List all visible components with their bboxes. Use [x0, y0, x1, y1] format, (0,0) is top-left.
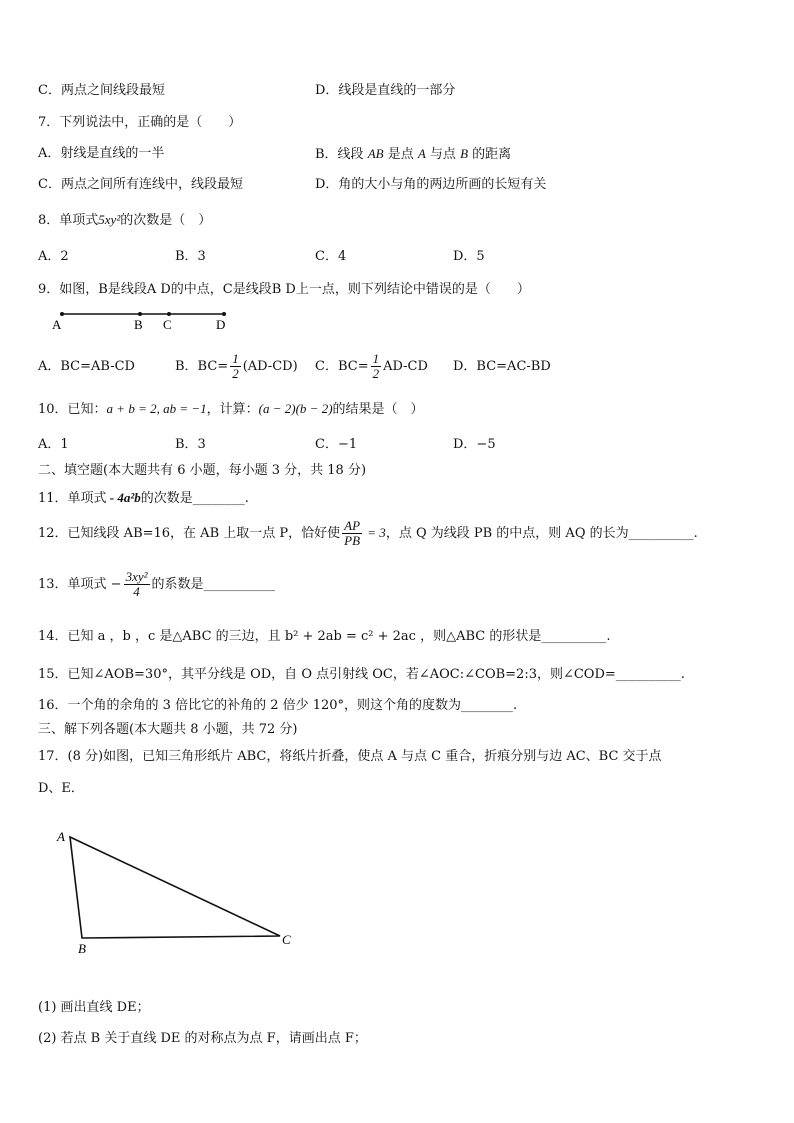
q7-option-d: D．角的大小与角的两边所画的长短有关 [315, 177, 547, 192]
q7-option-c: C．两点之间所有连线中，线段最短 [38, 177, 243, 192]
q9-option-d: D．BC=AC-BD [453, 359, 551, 374]
q10-stem: 10．已知：a + b = 2, ab = −1，计算：(a − 2)(b − 2)的结果是（ ） [38, 401, 424, 417]
point-a [60, 312, 64, 316]
q8-option-b: B．3 [175, 249, 206, 264]
vertex-c-label: C [282, 932, 291, 947]
q9-option-a: A．BC=AB-CD [38, 359, 135, 374]
q7-option-b: B．线段 AB 是点 A 与点 B 的距离 [315, 146, 512, 162]
q17-stem-line1: 17．(8 分)如图，已知三角形纸片 ABC，将纸片折叠，使点 A 与点 C 重合，折痕分别与边 AC、BC 交于点 [38, 749, 662, 764]
q17-sub2: (2) 若点 B 关于直线 DE 的对称点为点 F，请画出点 F； [38, 1031, 367, 1046]
q11-text: 11．单项式 - 4a²b的次数是________. [38, 490, 249, 506]
section-fill-in-heading: 二、填空题(本大题共有 6 小题，每小题 3 分，共 18 分) [38, 463, 367, 478]
label-c: C [163, 317, 172, 332]
triangle-abc [70, 837, 280, 938]
q15-text: 15．已知∠AOB=30°，其平分线是 OD，自 O 点引射线 OC，若∠AOC:∠COB=2:3，则∠COD=__________. [38, 667, 685, 682]
label-b: B [134, 317, 143, 332]
label-d: D [216, 317, 226, 332]
q9-segment-figure [44, 306, 244, 332]
q12-text: 12．已知线段 AB=16，在 AB 上取一点 P，恰好使 $\frac{AP}{PB}$ = 3，点 Q 为线段 PB 的中点，则 AQ 的长为__________. [38, 518, 698, 548]
q7-option-a: A．射线是直线的一半 [38, 146, 165, 161]
q10-option-d: D．−5 [453, 437, 496, 452]
q8-option-c: C．4 [315, 249, 347, 264]
q9-option-c: C．BC= $\frac{1}{2}$ AD-CD [315, 351, 428, 381]
q17-sub1: (1) 画出直线 DE； [38, 1000, 150, 1015]
q8-stem: 8．单项式5xy²的次数是（ ） [38, 212, 212, 228]
q6-option-c: C．两点之间线段最短 [38, 83, 165, 98]
q10-option-c: C．−1 [315, 437, 358, 452]
q17-stem-line2: D、E． [38, 781, 84, 796]
point-d [222, 312, 226, 316]
q8-option-d: D．5 [453, 249, 485, 264]
q14-text: 14．已知 a ，b ，c 是△ABC 的三边，且 b² + 2ab = c² + 2ac ，则△ABC 的形状是__________. [38, 629, 611, 644]
q16-text: 16．一个角的余角的 3 倍比它的补角的 2 倍少 120°，则这个角的度数为________. [38, 698, 518, 713]
q7-stem: 7．下列说法中，正确的是（ ） [38, 115, 242, 130]
q8-option-a: A．2 [38, 249, 69, 264]
q10-option-b: B．3 [175, 437, 206, 452]
q10-option-a: A．1 [38, 437, 69, 452]
label-a: A [52, 317, 62, 332]
q13-text: 13．单项式 − $\frac{\text{3xy²}}{4}$ 的系数是___________ [38, 569, 276, 599]
vertex-b-label: B [78, 941, 86, 956]
q9-stem: 9．如图，B是线段A D的中点，C是线段B D上一点，则下列结论中错误的是（ ） [38, 282, 530, 297]
point-c [167, 312, 171, 316]
q9-option-b: B．BC= $\frac{1}{2}$ (AD-CD) [175, 351, 298, 381]
section-solve-heading: 三、解下列各题(本大题共 8 小题，共 72 分) [38, 722, 298, 737]
q17-triangle-figure [52, 825, 302, 960]
vertex-a-label: A [57, 829, 65, 844]
q6-option-d: D．线段是直线的一部分 [315, 83, 456, 98]
point-b [138, 312, 142, 316]
